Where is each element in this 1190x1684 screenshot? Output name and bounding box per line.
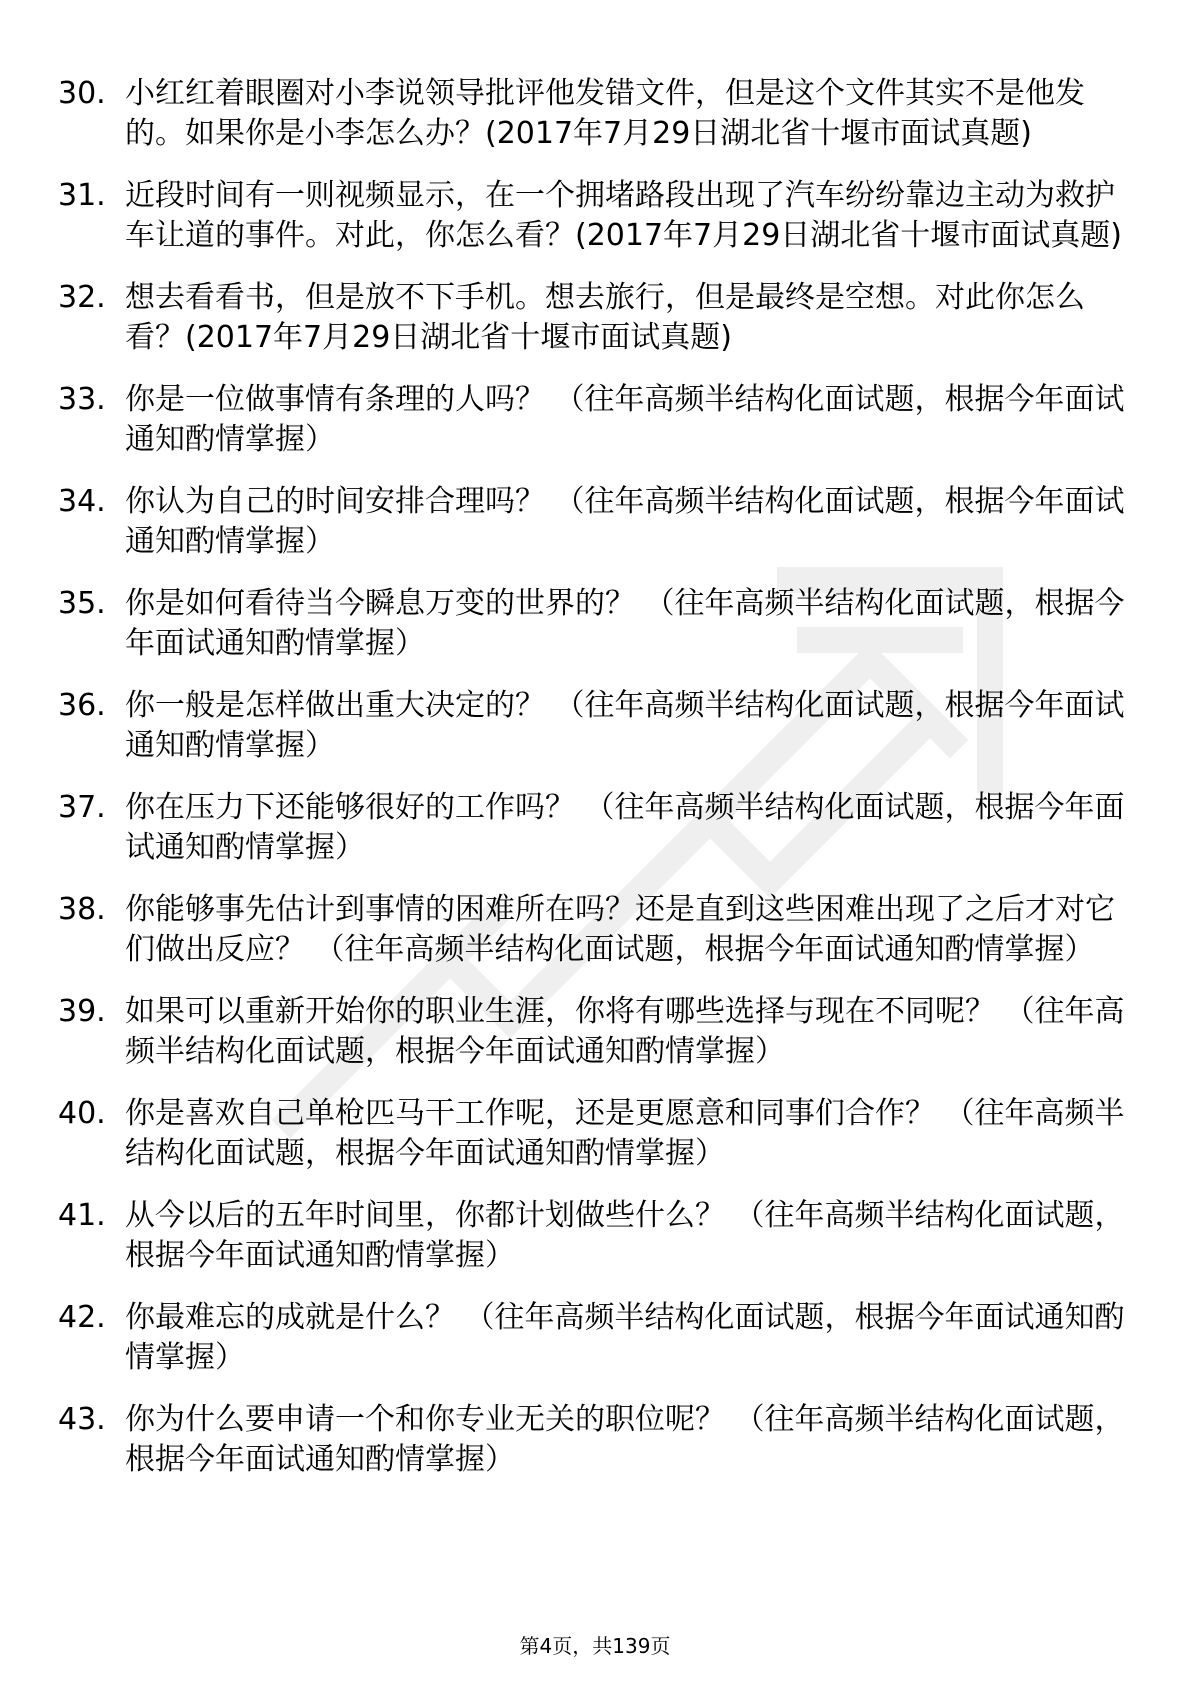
question-text: 你在压力下还能够很好的工作吗？ （往年高频半结构化面试题，根据今年面试通知酌情掌握）	[125, 790, 1125, 865]
question-text: 你最难忘的成就是什么？ （往年高频半结构化面试题，根据今年面试通知酌情掌握）	[125, 1300, 1125, 1375]
question-number: 39.	[58, 994, 106, 1029]
question-item	[58, 890, 1118, 970]
question-item	[58, 482, 1125, 562]
question-item	[58, 584, 1125, 664]
question-number: 30.	[58, 76, 106, 111]
question-number: 40.	[58, 1096, 106, 1131]
question-item	[58, 1196, 1125, 1276]
question-number: 32.	[58, 280, 106, 315]
question-item	[58, 380, 1125, 460]
question-number: 42.	[58, 1300, 106, 1335]
question-item	[58, 788, 1125, 868]
question-text: 小红红着眼圈对小李说领导批评他发错文件，但是这个文件其实不是他发的。如果你是小李怎么办？(2017年7月29日湖北省十堰市面试真题)	[125, 76, 1085, 151]
question-list	[58, 74, 1125, 1502]
question-item	[58, 1094, 1125, 1174]
question-item	[58, 686, 1125, 766]
question-item	[58, 1298, 1125, 1378]
question-item	[58, 278, 1118, 358]
question-item	[58, 176, 1123, 256]
question-text: 你能够事先估计到事情的困难所在吗？还是直到这些困难出现了之后才对它们做出反应？ （往年高频半结构化面试题，根据今年面试通知酌情掌握）	[125, 892, 1115, 967]
question-text: 你认为自己的时间安排合理吗？ （往年高频半结构化面试题，根据今年面试通知酌情掌握）	[125, 484, 1125, 559]
question-number: 36.	[58, 688, 106, 723]
question-text: 你是一位做事情有条理的人吗？ （往年高频半结构化面试题，根据今年面试通知酌情掌握）	[125, 382, 1125, 457]
question-number: 31.	[58, 178, 106, 213]
question-number: 35.	[58, 586, 106, 621]
question-text: 你一般是怎样做出重大决定的？ （往年高频半结构化面试题，根据今年面试通知酌情掌握）	[125, 688, 1125, 763]
question-number: 33.	[58, 382, 106, 417]
question-text: 近段时间有一则视频显示，在一个拥堵路段出现了汽车纷纷靠边主动为救护车让道的事件。对此，你怎么看？(2017年7月29日湖北省十堰市面试真题)	[125, 178, 1123, 253]
question-text: 你为什么要申请一个和你专业无关的职位呢？ （往年高频半结构化面试题，根据今年面试通知酌情掌握）	[125, 1402, 1125, 1477]
question-number: 41.	[58, 1198, 106, 1233]
question-item	[58, 1400, 1125, 1480]
question-number: 37.	[58, 790, 106, 825]
question-number: 34.	[58, 484, 106, 519]
question-text: 想去看看书，但是放不下手机。想去旅行，但是最终是空想。对此你怎么看？(2017年7月29日湖北省十堰市面试真题)	[125, 280, 1085, 355]
question-text: 如果可以重新开始你的职业生涯，你将有哪些选择与现在不同呢？ （往年高频半结构化面试题，根据今年面试通知酌情掌握）	[125, 994, 1125, 1069]
question-text: 从今以后的五年时间里，你都计划做些什么？ （往年高频半结构化面试题，根据今年面试通知酌情掌握）	[125, 1198, 1125, 1273]
question-text: 你是如何看待当今瞬息万变的世界的？ （往年高频半结构化面试题，根据今年面试通知酌情掌握）	[125, 586, 1125, 661]
question-item	[58, 74, 1118, 154]
question-text: 你是喜欢自己单枪匹马干工作呢，还是更愿意和同事们合作？ （往年高频半结构化面试题，根据今年面试通知酌情掌握）	[125, 1096, 1125, 1171]
page-number-footer: 第4页，共139页	[519, 1634, 671, 1658]
question-item	[58, 992, 1125, 1072]
question-number: 38.	[58, 892, 106, 927]
question-number: 43.	[58, 1402, 106, 1437]
